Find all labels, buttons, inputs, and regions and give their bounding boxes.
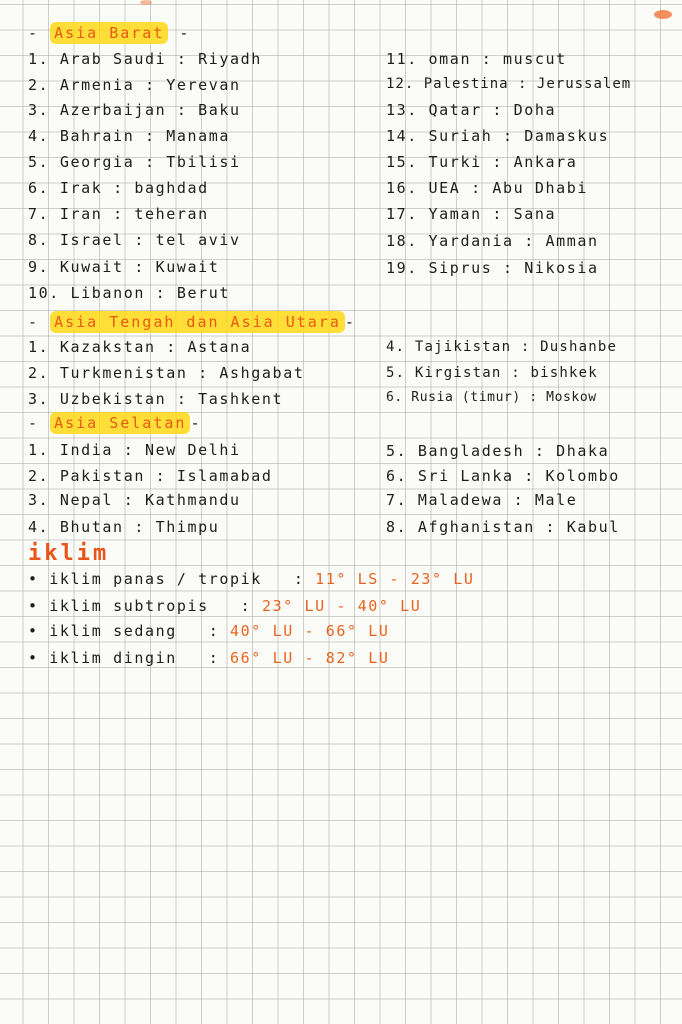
item-capital: Thimpu: [155, 518, 220, 536]
list-item: [386, 179, 588, 197]
item-separator: :: [511, 365, 521, 381]
item-separator: :: [134, 518, 145, 536]
item-number: 18.: [386, 232, 418, 250]
item-capital: Manama: [166, 127, 231, 145]
item-country: UEA: [428, 179, 461, 197]
item-separator: :: [529, 390, 538, 405]
item-capital: Tbilisi: [166, 153, 241, 171]
list-item: [386, 259, 599, 277]
list-item: [386, 491, 577, 509]
item-country: Kazakstan: [59, 338, 156, 356]
list-item: [28, 518, 219, 536]
item-number: 4.: [28, 127, 50, 145]
item-separator: :: [208, 622, 220, 640]
item-number: 6.: [28, 179, 50, 197]
item-separator: :: [293, 570, 305, 588]
list-item: [28, 258, 219, 276]
list-item: [28, 441, 241, 459]
heading-title: Asia Barat: [50, 22, 168, 44]
item-capital: muscut: [503, 50, 567, 68]
bullet-icon: •: [28, 622, 39, 640]
item-separator: :: [123, 491, 135, 509]
climate-range: 11° LS - 23° LU: [315, 570, 475, 588]
list-item: [28, 390, 283, 408]
item-country: Libanon: [70, 284, 145, 302]
item-country: Maladewa: [417, 491, 503, 509]
list-item: [386, 389, 597, 407]
item-separator: :: [134, 231, 145, 249]
item-number: 12.: [386, 76, 415, 92]
item-capital: bishkek: [530, 365, 598, 381]
item-separator: :: [545, 518, 557, 536]
item-separator: :: [481, 50, 493, 68]
list-item: [386, 75, 631, 93]
list-item: [28, 364, 304, 382]
item-capital: Yerevan: [166, 76, 241, 94]
item-number: 19.: [386, 259, 418, 277]
item-country: Arab Saudi: [59, 50, 167, 68]
item-country: Bhutan: [59, 518, 124, 536]
list-item: [28, 50, 262, 68]
item-country: India: [59, 441, 114, 459]
item-country: Turkmenistan: [59, 364, 188, 382]
item-separator: :: [144, 127, 156, 145]
item-separator: :: [123, 441, 135, 459]
iklim-heading: iklim: [28, 541, 110, 566]
item-separator: :: [492, 101, 503, 119]
item-number: 3.: [28, 390, 50, 408]
heading-dash: -: [28, 313, 40, 331]
item-country: Afghanistan: [417, 518, 535, 536]
item-number: 9.: [28, 258, 50, 276]
item-number: 3.: [28, 101, 50, 119]
item-number: 1.: [28, 50, 50, 68]
ink-blot: [654, 10, 672, 19]
heading-title: Asia Tengah dan Asia Utara: [50, 311, 345, 333]
item-country: Georgia: [59, 153, 135, 171]
item-capital: Tashkent: [198, 390, 284, 408]
list-item: [386, 442, 609, 460]
item-capital: Jerussalem: [536, 76, 632, 92]
item-capital: Kathmandu: [144, 491, 241, 509]
item-capital: Berut: [176, 284, 231, 302]
item-separator: :: [502, 127, 514, 145]
item-separator: :: [513, 491, 525, 509]
item-number: 7.: [28, 205, 50, 223]
heading-dash: -: [28, 414, 40, 432]
item-capital: Sana: [513, 205, 557, 223]
ink-blot: [140, 0, 152, 5]
item-country: Israel: [59, 231, 124, 249]
item-number: 4.: [386, 339, 406, 355]
list-item: [28, 467, 273, 485]
item-number: 5.: [28, 153, 50, 171]
item-number: 2.: [28, 364, 50, 382]
item-country: Suriah: [428, 127, 493, 145]
item-separator: :: [155, 467, 167, 485]
item-number: 7.: [386, 491, 408, 509]
item-capital: Moskow: [546, 390, 597, 405]
item-country: Pakistan: [59, 467, 145, 485]
heading-title: Asia Selatan: [50, 412, 190, 434]
list-item: [28, 491, 241, 509]
item-capital: Astana: [187, 338, 252, 356]
item-number: 2.: [28, 76, 50, 94]
item-capital: Damaskus: [524, 127, 610, 145]
item-country: oman: [428, 50, 472, 68]
item-capital: Kuwait: [155, 258, 220, 276]
item-number: 13.: [386, 101, 418, 119]
item-separator: :: [176, 101, 188, 119]
heading-asia-barat: [28, 24, 190, 42]
item-separator: :: [166, 338, 177, 356]
heading-dash: -: [344, 313, 356, 331]
item-capital: teheran: [134, 205, 209, 223]
item-separator: :: [502, 259, 514, 277]
item-country: Qatar: [428, 101, 482, 119]
item-capital: Nikosia: [524, 259, 599, 277]
item-capital: Abu Dhabi: [492, 179, 589, 197]
list-item: [386, 50, 567, 68]
item-number: 14.: [386, 127, 418, 145]
list-item: [386, 467, 620, 485]
item-country: Siprus: [428, 259, 493, 277]
item-capital: Doha: [513, 101, 557, 119]
item-separator: :: [492, 205, 503, 223]
item-country: Turki: [428, 153, 482, 171]
item-number: 1.: [28, 441, 50, 459]
list-item: [386, 127, 609, 145]
heading-dash: -: [28, 24, 40, 42]
item-country: Kirgistan: [414, 365, 502, 381]
item-capital: baghdad: [134, 179, 209, 197]
item-capital: Baku: [198, 101, 241, 119]
list-item: [28, 622, 390, 640]
item-country: Armenia: [59, 76, 135, 94]
item-country: Yaman: [428, 205, 482, 223]
list-item: [386, 338, 617, 356]
list-item: [28, 597, 421, 615]
item-separator: :: [518, 76, 528, 92]
bullet-icon: •: [28, 570, 39, 588]
item-capital: Dushanbe: [540, 339, 618, 355]
list-item: [28, 153, 241, 171]
item-country: Irak: [59, 179, 103, 197]
item-capital: Kabul: [566, 518, 620, 536]
list-item: [28, 231, 241, 249]
climate-label: iklim subtropis: [49, 597, 209, 615]
item-separator: :: [208, 649, 220, 667]
list-item: [28, 205, 209, 223]
item-number: 10.: [28, 284, 60, 302]
list-item: [28, 570, 475, 588]
item-number: 6.: [386, 390, 403, 405]
list-item: [386, 205, 556, 223]
item-separator: :: [176, 50, 188, 68]
item-capital: Dhaka: [556, 442, 610, 460]
item-country: Kuwait: [59, 258, 124, 276]
item-capital: Ashgabat: [219, 364, 305, 382]
list-item: [386, 153, 577, 171]
heading-asia-selatan: [28, 414, 201, 432]
item-country: Bangladesh: [417, 442, 525, 460]
climate-range: 66° LU - 82° LU: [230, 649, 390, 667]
item-number: 16.: [386, 179, 418, 197]
heading-asia-tengah: [28, 313, 356, 331]
item-number: 17.: [386, 205, 418, 223]
list-item: [386, 101, 556, 119]
item-number: 8.: [386, 518, 408, 536]
item-separator: :: [144, 76, 156, 94]
item-country: Nepal: [59, 491, 114, 509]
item-separator: :: [240, 597, 252, 615]
item-separator: :: [198, 364, 209, 382]
item-country: Azerbaijan: [59, 101, 167, 119]
climate-label: iklim dingin: [49, 649, 177, 667]
item-capital: Male: [534, 491, 578, 509]
list-item: [28, 284, 230, 302]
list-item: [28, 649, 390, 667]
list-item: [28, 101, 241, 119]
heading-dash: -: [179, 24, 191, 42]
item-separator: :: [155, 284, 167, 302]
item-number: 5.: [386, 365, 406, 381]
item-country: Iran: [59, 205, 103, 223]
item-country: Yardania: [428, 232, 514, 250]
item-separator: :: [534, 442, 546, 460]
list-item: [28, 76, 241, 94]
list-item: [386, 364, 598, 382]
climate-range: 23° LU - 40° LU: [261, 597, 422, 615]
item-country: Uzbekistan: [59, 390, 167, 408]
item-separator: :: [471, 179, 482, 197]
item-capital: Islamabad: [176, 467, 273, 485]
item-separator: :: [524, 467, 535, 485]
climate-label: iklim panas / tropik: [49, 570, 262, 588]
item-separator: :: [113, 179, 124, 197]
item-capital: Kolombo: [545, 467, 620, 485]
item-capital: New Delhi: [144, 441, 241, 459]
item-number: 11.: [386, 50, 418, 68]
item-number: 1.: [28, 338, 50, 356]
list-item: [28, 338, 251, 356]
list-item: [28, 127, 230, 145]
item-capital: tel aviv: [155, 231, 241, 249]
list-item: [386, 232, 599, 250]
item-separator: :: [520, 339, 531, 355]
item-separator: :: [144, 153, 156, 171]
item-number: 15.: [386, 153, 418, 171]
item-number: 4.: [28, 518, 50, 536]
list-item: [28, 179, 209, 197]
bullet-icon: •: [28, 597, 39, 615]
item-number: 3.: [28, 491, 50, 509]
item-separator: :: [134, 258, 145, 276]
bullet-icon: •: [28, 649, 39, 667]
item-capital: Riyadh: [198, 50, 262, 68]
item-separator: :: [492, 153, 503, 171]
item-number: 8.: [28, 231, 50, 249]
item-number: 5.: [386, 442, 408, 460]
item-country: Tajikistan: [414, 339, 512, 355]
list-item: [386, 518, 620, 536]
item-country: Sri Lanka: [417, 467, 514, 485]
heading-dash: -: [190, 414, 202, 432]
item-number: 6.: [386, 467, 408, 485]
item-separator: :: [176, 390, 188, 408]
item-separator: :: [113, 205, 124, 223]
item-number: 2.: [28, 467, 50, 485]
climate-label: iklim sedang: [49, 622, 177, 640]
item-country: Bahrain: [59, 127, 135, 145]
item-capital: Amman: [545, 232, 599, 250]
item-country: Rusia (timur): [411, 390, 521, 405]
climate-range: 40° LU - 66° LU: [230, 622, 390, 640]
item-country: Palestina: [423, 76, 509, 92]
item-separator: :: [524, 232, 535, 250]
item-capital: Ankara: [513, 153, 578, 171]
